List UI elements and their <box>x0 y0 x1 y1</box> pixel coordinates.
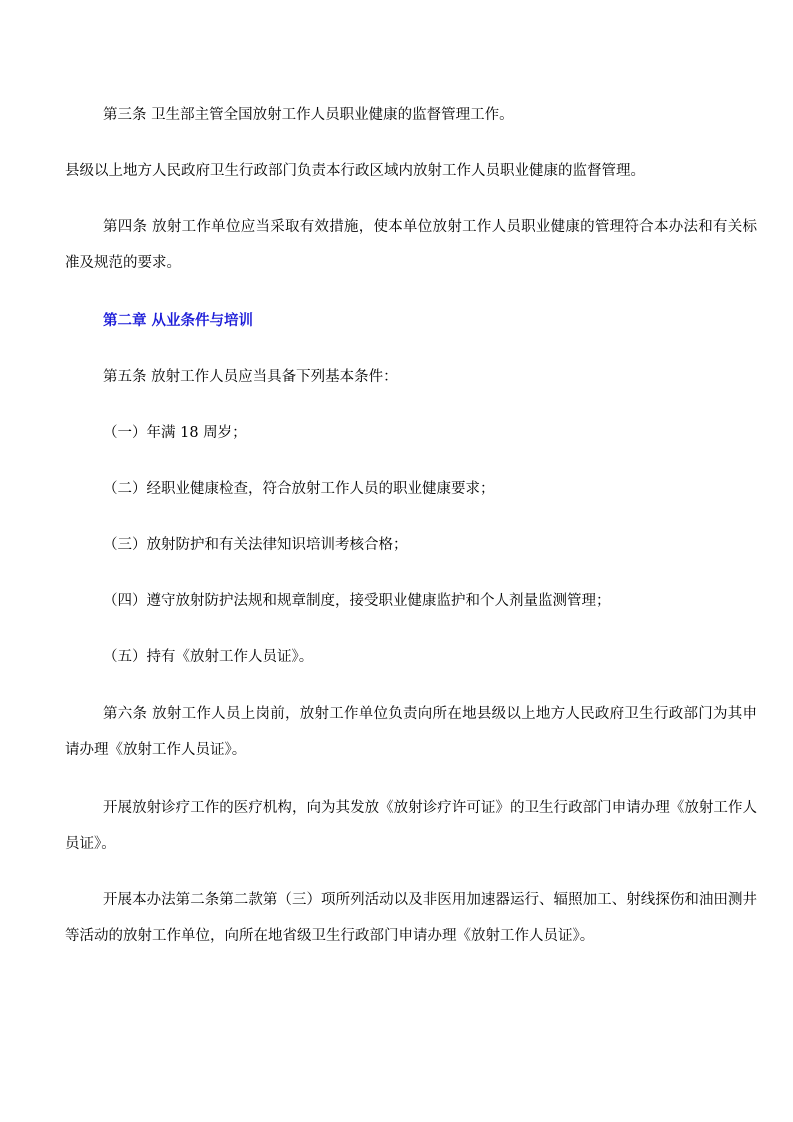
condition-1-item: （一）年满 18 周岁； <box>103 425 247 441</box>
article-6-paragraph: 第六条 放射工作人员上岗前，放射工作单位负责向所在地县级以上地方人民政府卫生行政部门为其申请办理《放射工作人员证》。 <box>65 706 757 758</box>
condition-5-item: （五）持有《放射工作人员证》。 <box>103 649 314 665</box>
article-3-clause-2-paragraph: 县级以上地方人民政府卫生行政部门负责本行政区域内放射工作人员职业健康的监督管理。 <box>65 163 645 179</box>
condition-4-item: （四）遵守放射防护法规和规章制度，接受职业健康监护和个人剂量监测管理； <box>103 593 611 609</box>
article-5-paragraph: 第五条 放射工作人员应当具备下列基本条件： <box>103 369 398 385</box>
article-6-clause-3-paragraph: 开展本办法第二条第二款第（三）项所列活动以及非医用加速器运行、辐照加工、射线探伤和油田测井等活动的放射工作单位，向所在地省级卫生行政部门申请办理《放射工作人员证》。 <box>65 892 757 944</box>
condition-2-item: （二）经职业健康检查，符合放射工作人员的职业健康要求； <box>103 481 495 497</box>
article-3-paragraph: 第三条 卫生部主管全国放射工作人员职业健康的监督管理工作。 <box>103 107 514 123</box>
chapter-2-heading: 第二章 从业条件与培训 <box>103 312 254 329</box>
article-4-paragraph: 第四条 放射工作单位应当采取有效措施，使本单位放射工作人员职业健康的管理符合本办法和有关标准及规范的要求。 <box>65 219 757 271</box>
article-6-clause-2-paragraph: 开展放射诊疗工作的医疗机构，向为其发放《放射诊疗许可证》的卫生行政部门申请办理《放射工作人员证》。 <box>65 800 757 852</box>
condition-3-item: （三）放射防护和有关法律知识培训考核合格； <box>103 537 408 553</box>
